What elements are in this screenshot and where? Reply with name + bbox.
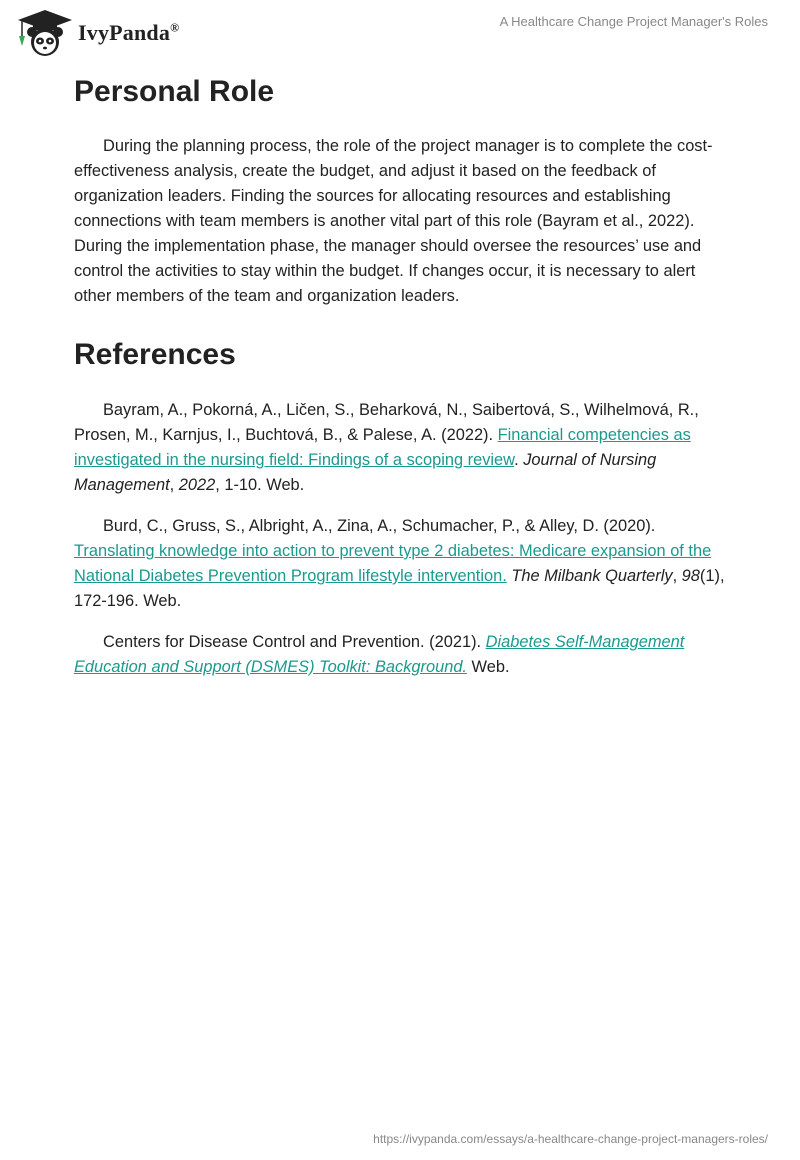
reference-link[interactable]: Financial competencies as investigated in the nursing field: Findings of a scoping review	[74, 426, 691, 469]
reference-volume: 98	[681, 567, 700, 585]
reference-item: Burd, C., Gruss, S., Albright, A., Zina, A., Schumacher, P., & Alley, D. (2020). Translating knowledge into action to prevent type 2 diabetes: Medicare expansion of the National Diabetes Prevention Program lifestyle intervention. The Milbank Quarterly, 98(1), 172-196. Web.	[74, 517, 725, 610]
running-title: A Healthcare Change Project Manager's Roles	[499, 14, 768, 29]
ivypanda-logo[interactable]	[16, 8, 179, 58]
logo-text: IvyPanda®	[78, 20, 180, 45]
personal-role-paragraph: During the planning process, the role of the project manager is to complete the cost-effectiveness analysis, create the budget, and adjust it based on the feedback of organization leaders. Finding the sources for allocating resources and establishing connections with team members is another vital part of this role (Bayram et al., 2022). During the implementation phase, the manager should oversee the resources’ use and control the activities to stay within the budget. If changes occur, it is necessary to alert other members of the team and organization leaders.	[74, 137, 713, 305]
section-title-personal-role: Personal Role	[74, 75, 275, 108]
reference-item: Bayram, A., Pokorná, A., Ličen, S., Beharková, N., Saibertová, S., Wilhelmová, R., Prosen, M., Karnjus, I., Buchtová, B., & Palese, A. (2022). Financial competencies as investigated in the nursing field: Findings of a scoping review. Journal of Nursing Management, 2022, 1-10. Web.	[74, 401, 699, 494]
reference-journal: Journal of Nursing Management	[74, 451, 657, 494]
reference-journal: The Milbank Quarterly	[511, 567, 673, 585]
reference-link[interactable]: Diabetes Self-Management Education and Support (DSMES) Toolkit: Background.	[74, 633, 685, 676]
essay-content	[74, 72, 726, 680]
footer-url[interactable]: https://ivypanda.com/essays/a-healthcare-change-project-managers-roles/	[373, 1132, 768, 1146]
page-header	[0, 0, 800, 64]
reference-item: Centers for Disease Control and Prevention. (2021). Diabetes Self-Management Education and Support (DSMES) Toolkit: Background. Web.	[74, 633, 685, 676]
panda-logo-icon	[16, 8, 74, 58]
reference-volume: 2022	[178, 476, 216, 494]
section-title-references: References	[74, 338, 236, 371]
reference-link[interactable]: Translating knowledge into action to prevent type 2 diabetes: Medicare expansion of the National Diabetes Prevention Program lifestyle intervention.	[74, 542, 712, 585]
